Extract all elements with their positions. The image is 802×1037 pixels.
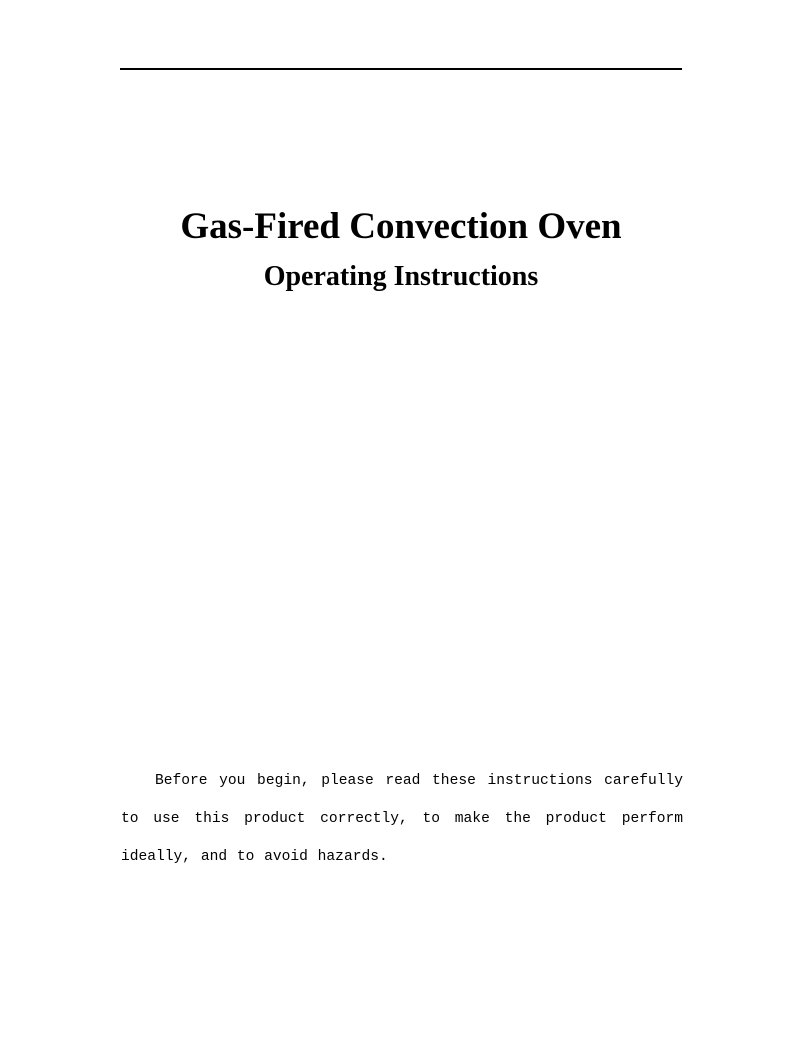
page-title: Gas-Fired Convection Oven bbox=[180, 206, 622, 247]
intro-block bbox=[121, 762, 683, 876]
title-block bbox=[0, 205, 802, 294]
page-subtitle: Operating Instructions bbox=[263, 261, 539, 293]
header-divider bbox=[120, 68, 682, 70]
intro-paragraph: Before you begin, please read these instructions carefully to use this product correctly, to make the product perform ideally, and to avoid hazards. bbox=[121, 773, 683, 865]
